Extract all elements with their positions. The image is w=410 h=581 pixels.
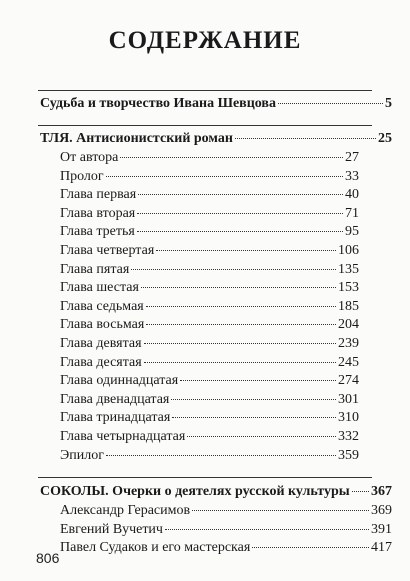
toc-chapter-title: Эпилог [60, 447, 104, 463]
toc-page-number: 310 [338, 410, 359, 426]
toc-chapter-title: Глава третья [60, 224, 135, 240]
toc-page-number: 301 [338, 391, 359, 407]
toc-chapter-title: Пролог [60, 168, 104, 184]
toc-page-number: 106 [338, 243, 359, 258]
dot-leader [235, 138, 376, 139]
dot-leader [146, 324, 336, 325]
toc-page-number: 204 [338, 317, 359, 333]
dot-leader [278, 103, 383, 104]
dot-leader [146, 306, 336, 307]
dot-leader [120, 157, 343, 158]
toc-section-entry[interactable] [40, 96, 392, 112]
dot-leader [106, 455, 336, 456]
dot-leader [106, 176, 343, 177]
toc-section-title: ТЛЯ. Антисионистский роман [40, 131, 233, 146]
toc-chapter-entry[interactable] [60, 280, 359, 296]
page-folio-number: 806 [36, 550, 60, 566]
toc-chapter-title: Глава четвертая [60, 243, 155, 258]
toc-page-number: 5 [385, 96, 392, 111]
toc-page-number: 239 [338, 336, 359, 351]
toc-section-title: СОКОЛЫ. Очерки о деятелях русской культуры [40, 484, 350, 499]
toc-chapter-entry[interactable] [60, 169, 359, 185]
dot-leader [137, 213, 343, 214]
toc-chapter-title: Глава десятая [60, 354, 142, 370]
toc-page-number: 417 [371, 540, 392, 555]
toc-page-number: 25 [378, 131, 392, 146]
toc-page-number: 367 [371, 484, 392, 499]
toc-section-entry[interactable] [40, 484, 392, 500]
toc-chapter-entry[interactable] [60, 224, 359, 240]
toc-page-number: 33 [345, 168, 359, 184]
toc-chapter-title: Глава вторая [60, 205, 136, 221]
dot-leader [137, 231, 343, 232]
toc-page-number: 391 [371, 521, 392, 537]
toc-section-entry[interactable] [40, 131, 392, 147]
dot-leader [187, 436, 336, 437]
dot-leader [144, 362, 336, 363]
toc-essay-entry[interactable] [60, 540, 392, 556]
toc-chapter-entry[interactable] [60, 392, 359, 408]
toc-page-number: 185 [338, 298, 359, 314]
toc-page-number: 135 [338, 261, 359, 277]
toc-page-number: 359 [338, 447, 359, 463]
toc-chapter-title: Глава шестая [60, 280, 139, 296]
toc-chapter-entry[interactable] [60, 373, 359, 389]
toc-essay-title: Александр Герасимов [60, 503, 191, 518]
toc-page-number: 245 [338, 354, 359, 370]
dot-leader [180, 380, 336, 381]
toc-chapter-entry[interactable] [60, 299, 359, 315]
toc-chapter-entry[interactable] [60, 150, 359, 166]
toc-chapter-entry[interactable] [60, 206, 359, 222]
toc-chapter-title: Глава седьмая [60, 298, 144, 314]
toc-chapter-entry[interactable] [60, 429, 359, 445]
toc-chapter-entry[interactable] [60, 355, 359, 371]
dot-leader [192, 510, 369, 511]
dot-leader [172, 417, 336, 418]
page-title: СОДЕРЖАНИЕ [108, 27, 302, 54]
toc-page-number: 40 [345, 187, 359, 203]
toc-chapter-title: Глава одиннадцатая [60, 373, 179, 389]
toc-page-number: 369 [371, 503, 392, 518]
toc-chapter-entry[interactable] [60, 448, 359, 464]
toc-page-number: 153 [338, 280, 359, 296]
dot-leader [141, 287, 336, 288]
toc-page-number: 274 [338, 373, 359, 389]
toc-chapter-title: Глава пятая [60, 261, 130, 277]
toc-chapter-title: Глава первая [60, 187, 137, 203]
dot-leader [171, 399, 336, 400]
toc-chapter-entry[interactable] [60, 243, 359, 259]
divider-line [38, 477, 372, 478]
toc-chapter-entry[interactable] [60, 187, 359, 203]
toc-page-number: 27 [345, 150, 359, 165]
dot-leader [144, 343, 336, 344]
toc-essay-title: Евгений Вучетич [60, 521, 163, 537]
toc-chapter-title: Глава восьмая [60, 317, 145, 333]
toc-chapter-title: Глава девятая [60, 336, 142, 351]
toc-page-number: 71 [345, 205, 359, 221]
divider-line [38, 90, 372, 91]
dot-leader [131, 269, 336, 270]
dot-leader [138, 194, 343, 195]
toc-chapter-entry[interactable] [60, 317, 359, 333]
toc-chapter-title: От автора [60, 150, 119, 165]
toc-chapter-title: Глава тринадцатая [60, 410, 171, 426]
toc-chapter-entry[interactable] [60, 262, 359, 278]
toc-page-number: 95 [345, 224, 359, 240]
toc-chapter-entry[interactable] [60, 336, 359, 352]
dot-leader [352, 491, 369, 492]
toc-essay-title: Павел Судаков и его мастерская [60, 540, 251, 555]
dot-leader [165, 529, 369, 530]
toc-section-title: Судьба и творчество Ивана Шевцова [40, 96, 276, 111]
toc-page-number: 332 [338, 429, 359, 444]
toc-chapter-title: Глава двенадцатая [60, 391, 170, 407]
dot-leader [252, 547, 369, 548]
toc-essay-entry[interactable] [60, 503, 392, 519]
toc-chapter-entry[interactable] [60, 410, 359, 426]
dot-leader [156, 250, 336, 251]
toc-chapter-title: Глава четырнадцатая [60, 429, 186, 444]
toc-essay-entry[interactable] [60, 522, 392, 538]
divider-line [38, 125, 372, 126]
